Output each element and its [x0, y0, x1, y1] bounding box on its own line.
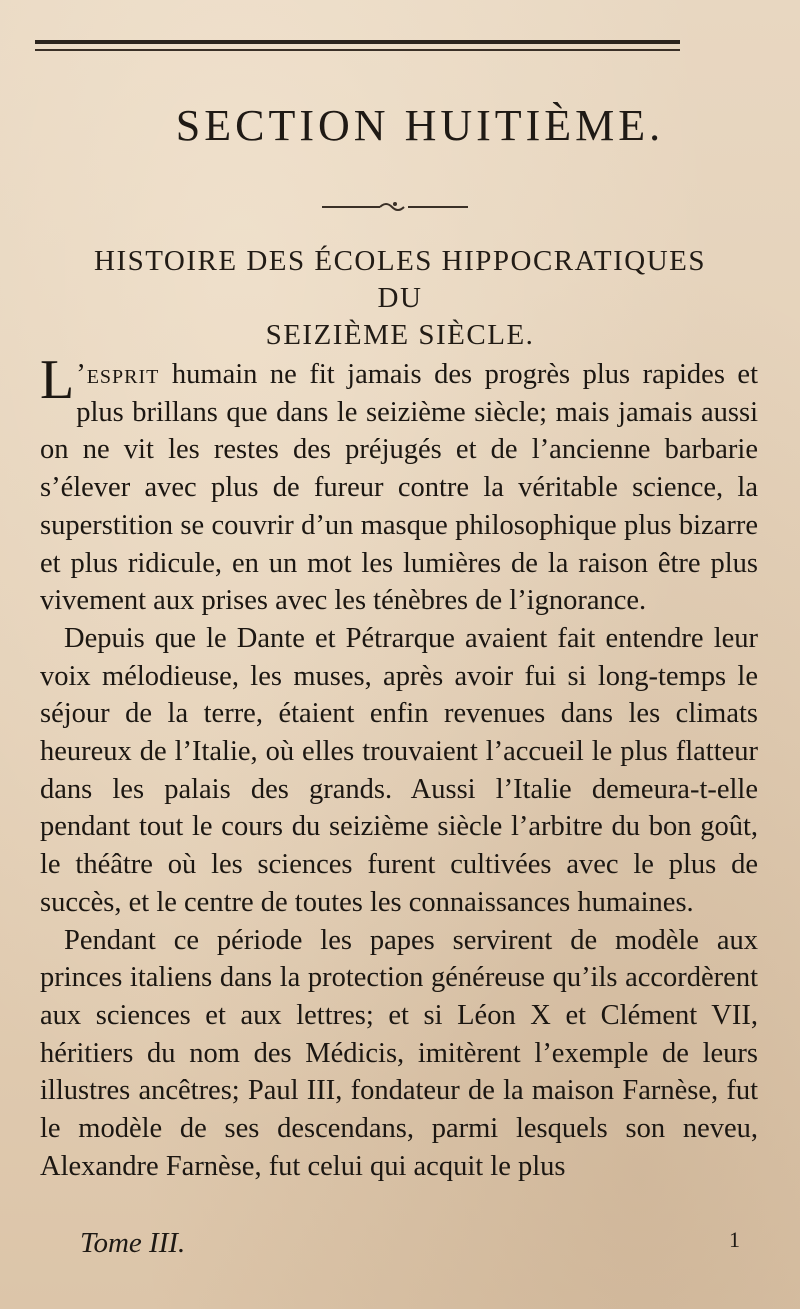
volume-label: Tome III.	[80, 1227, 186, 1259]
opening-word: ’esprit	[76, 359, 160, 390]
ornament-divider	[320, 200, 470, 214]
paragraph-3: Pendant ce période les papes servirent de modèle aux princes italiens dans la protection généreuse qu’ils accordèrent aux sciences et aux lettres; et si Léon X et Clément VII, héritiers du nom des Médicis, imitèrent l’exemple de leurs illustres ancêtres; Paul III, fondateur de la maison Farnèse, fut le modèle de ses descendans, parmi lesquels son neveu, Alexandre Farnèse, fut celui qui acquit le plus	[40, 924, 758, 1182]
paragraph-2: Depuis que le Dante et Pétrarque avaient fait entendre leur voix mélodieuse, les muses, après avoir fui si long-temps le séjour de la terre, étaient enfin revenues dans les climats heureux de l’Italie, où elles trouvaient l’accueil le plus flatteur dans les palais des grands. Aussi l’Italie demeura-t-elle pendant tout le cours du seizième siècle l’arbitre du bon goût, le théâtre où les sciences furent cultivées avec le plus de succès, et le centre de toutes les connaissances humaines.	[40, 622, 758, 918]
drop-cap: L	[40, 349, 75, 411]
body-text	[40, 349, 758, 1185]
section-title: SECTION HUITIÈME.	[175, 101, 665, 150]
paragraph-1	[40, 349, 758, 620]
header-rule	[35, 40, 680, 56]
chapter-title	[70, 243, 730, 354]
rule-thick-line	[35, 40, 680, 44]
paragraph-1-text: humain ne fit jamais des progrès plus rapides et plus brillans que dans le seizième siècle; mais jamais aussi on ne vit les restes des préjugés et de l’ancienne barbarie s’élever avec plus de fureur contre la véritable science, la superstition se couvrir d’un masque philosophique plus bizarre et plus ridicule, en un mot les lumières de la raison être plus vivement aux prises avec les ténèbres de l’ignorance.	[40, 359, 758, 617]
rule-thin-line	[35, 49, 680, 51]
chapter-title-line-2: SEIZIÈME SIÈCLE.	[265, 319, 535, 351]
signature-mark: 1	[729, 1227, 740, 1252]
page-footer	[80, 1227, 760, 1267]
chapter-title-line-1: HISTOIRE DES ÉCOLES HIPPOCRATIQUES DU	[94, 245, 706, 314]
